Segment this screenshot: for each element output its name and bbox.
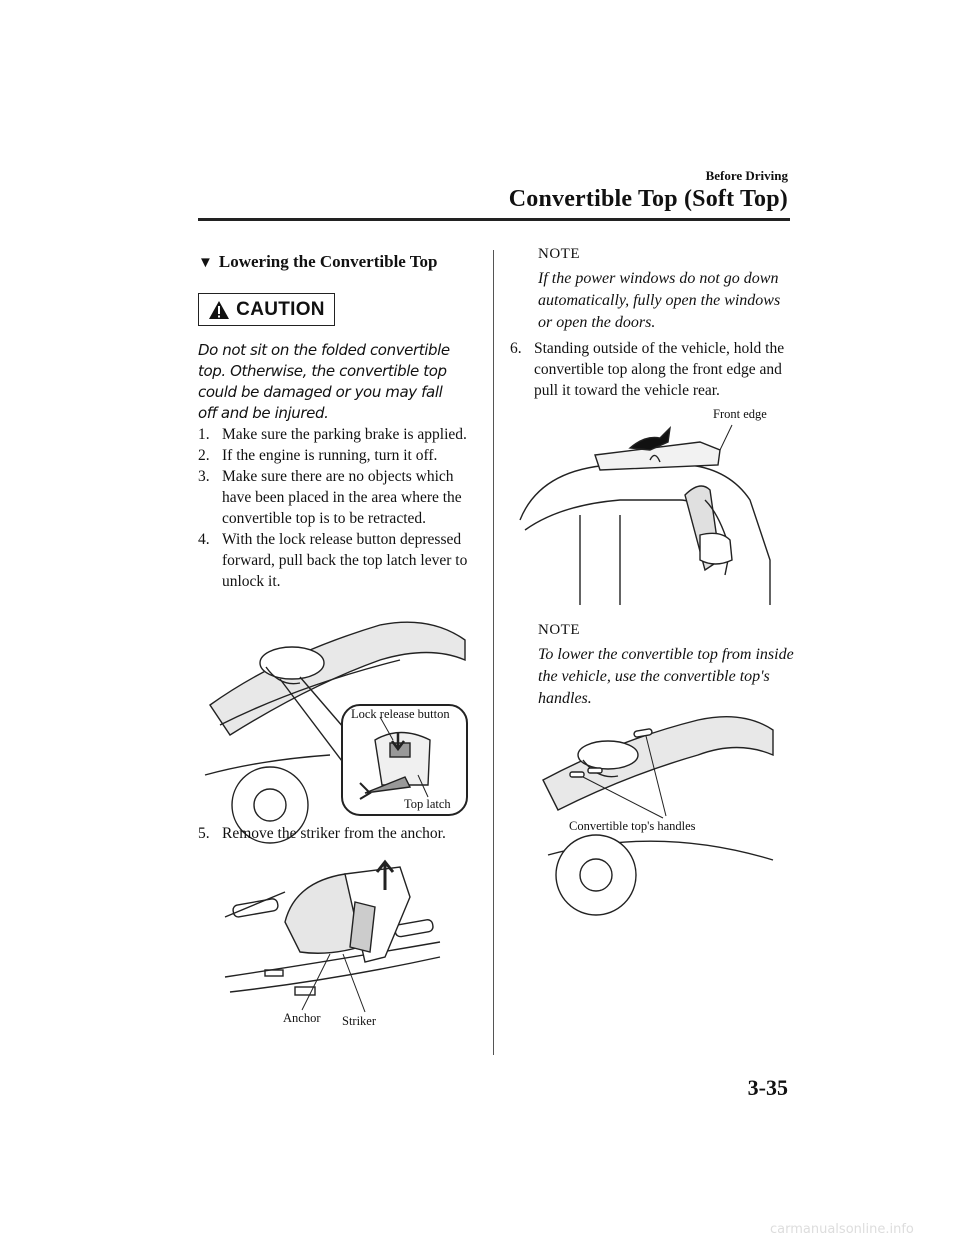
- top-latch-label: Top latch: [404, 797, 451, 811]
- header-rule: [198, 218, 790, 221]
- caution-label: CAUTION: [236, 298, 325, 320]
- list-item: 5. Remove the striker from the anchor.: [198, 825, 446, 842]
- list-item: 6. Standing outside of the vehicle, hold the convertible top along the front edge and pull it toward the vehicle rear.: [510, 340, 785, 399]
- note-text: If the power windows do not go down automatically, fully open the windows or open the doors.: [538, 270, 781, 331]
- list-item: 3. Make sure there are no objects which have been placed in the area where the convertible top is to be retracted.: [198, 468, 462, 527]
- page-number: 3-35: [747, 1075, 788, 1100]
- note-text-2: To lower the convertible top from inside the vehicle, use the convertible top's handles.: [538, 646, 794, 707]
- column-divider: [493, 250, 494, 1055]
- striker-label: Striker: [342, 1014, 377, 1028]
- warning-icon: [208, 300, 230, 320]
- anchor-label: Anchor: [283, 1011, 321, 1025]
- caution-box: [198, 293, 335, 326]
- caution-text: Do not sit on the folded convertible top. Otherwise, the convertible top could be damaged or you may fall off and be injured.: [198, 341, 450, 422]
- section-label: Before Driving: [705, 168, 788, 183]
- step-5: [198, 823, 473, 844]
- note-label: NOTE: [538, 246, 580, 262]
- list-item: 4. With the lock release button depressed forward, pull back the top latch lever to unlock it.: [198, 531, 468, 590]
- step-6: [510, 338, 800, 401]
- front-edge-label: Front edge: [713, 407, 767, 421]
- lock-release-button-label: Lock release button: [351, 707, 450, 721]
- triangle-bullet-icon: ▼: [198, 255, 213, 271]
- list-item: 1. Make sure the parking brake is applied.: [198, 426, 467, 443]
- convertible-top-handles-label: Convertible top's handles: [569, 819, 696, 833]
- note-label-2: NOTE: [538, 622, 580, 638]
- watermark-text: carmanualsonline.info: [770, 1222, 914, 1237]
- convertible-top-handles-illustration: [528, 710, 778, 910]
- front-edge-illustration: [520, 420, 775, 605]
- section-heading-text: Lowering the Convertible Top: [218, 252, 438, 271]
- anchor-striker-illustration: [225, 862, 440, 1012]
- section-heading: [198, 252, 438, 272]
- page-title: Convertible Top (Soft Top): [508, 186, 788, 212]
- list-item: 2. If the engine is running, turn it off.: [198, 447, 438, 464]
- steps-list: [198, 424, 473, 592]
